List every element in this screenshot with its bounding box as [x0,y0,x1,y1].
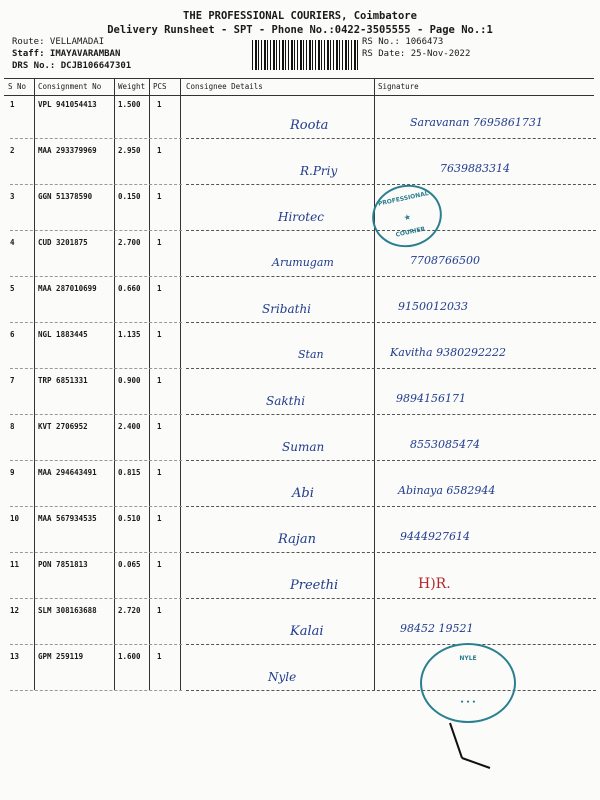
row-consignment: GPM 259119 [38,652,84,661]
row-weight: 2.950 [118,146,141,155]
row-separator [10,598,182,599]
consignee-name-handwritten: Rajan [278,532,316,547]
receiver-signature-handwritten: 8553085474 [410,438,480,451]
row-consignment: TRP 6851331 [38,376,88,385]
table-row [4,416,594,462]
row-separator [10,414,182,415]
receiver-signature-handwritten: 7708766500 [410,254,480,267]
row-sno: 3 [10,192,15,201]
col-sno: S No [8,82,27,91]
consignee-name-handwritten: Suman [282,440,325,454]
consignee-name-handwritten: Kalai [290,624,324,639]
row-pcs: 1 [157,284,162,293]
table-row [4,554,594,600]
row-sno: 12 [10,606,20,615]
row-consignment: NGL 1883445 [38,330,88,339]
row-pcs: 1 [157,606,162,615]
table-row [4,140,594,186]
receiver-signature-handwritten: 98452 19521 [400,622,474,635]
row-sno: 9 [10,468,15,477]
consignee-name-handwritten: Preethi [290,578,339,593]
consignee-name-handwritten: R.Priy [300,164,338,178]
row-separator [186,322,596,323]
col-weight: Weight [118,82,146,91]
row-weight: 1.500 [118,100,141,109]
row-pcs: 1 [157,100,162,109]
row-pcs: 1 [157,514,162,523]
drs-number: DRS No.: DCJB106647301 [12,61,132,71]
row-weight: 2.400 [118,422,141,431]
receiver-signature-handwritten: Kavitha 9380292222 [390,346,507,359]
runsheet-title: Delivery Runsheet - SPT - Phone No.:0422-3505555 - Page No.:1 [107,24,493,36]
row-weight: 0.660 [118,284,141,293]
row-separator [186,368,596,369]
col-consignee: Consignee Details [186,82,263,91]
barcode [252,40,360,70]
col-consignment: Consignment No [38,82,102,91]
row-weight: 0.510 [118,514,141,523]
row-consignment: MAA 294643491 [38,468,97,477]
receiver-stamp: NYLE • • • [420,643,516,723]
row-pcs: 1 [157,238,162,247]
receiver-signature-handwritten: Saravanan 7695861731 [410,116,543,129]
company-title: THE PROFESSIONAL COURIERS, Coimbatore [183,10,417,22]
row-separator [186,460,596,461]
consignee-name-handwritten: Hirotec [278,210,324,224]
row-separator [186,598,596,599]
consignee-name-handwritten: Arumugam [272,256,334,269]
row-sno: 5 [10,284,15,293]
signature-tick-mark [440,718,500,778]
row-consignment: CUD 3201875 [38,238,88,247]
receiver-signature-handwritten: 9150012033 [398,300,468,313]
row-sno: 13 [10,652,20,661]
row-separator [10,184,182,185]
row-sno: 2 [10,146,15,155]
table-row [4,600,594,646]
row-separator [186,506,596,507]
row-pcs: 1 [157,652,162,661]
receiver-signature-handwritten: H)R. [418,576,451,592]
row-separator [186,552,596,553]
row-pcs: 1 [157,560,162,569]
row-consignment: MAA 293379969 [38,146,97,155]
receiver-signature-handwritten: 7639883314 [440,162,510,175]
row-weight: 0.150 [118,192,141,201]
table-row [4,370,594,416]
row-pcs: 1 [157,422,162,431]
row-consignment: KVT 2706952 [38,422,88,431]
table-row [4,186,594,232]
col-pcs: PCS [153,82,167,91]
row-separator [10,552,182,553]
row-weight: 1.600 [118,652,141,661]
table-row [4,324,594,370]
table-row [4,278,594,324]
row-consignment: PON 7851813 [38,560,88,569]
row-separator [10,644,182,645]
row-sno: 10 [10,514,20,523]
row-separator [10,138,182,139]
staff-label: Staff: IMAYAVARAMBAN [12,49,121,59]
row-sno: 4 [10,238,15,247]
row-weight: 2.720 [118,606,141,615]
rs-number: RS No.: 1066473 [362,37,444,47]
row-weight: 1.135 [118,330,141,339]
row-pcs: 1 [157,146,162,155]
receiver-signature-handwritten: 9894156171 [396,392,466,405]
row-pcs: 1 [157,192,162,201]
table-row [4,462,594,508]
row-sno: 6 [10,330,15,339]
row-consignment: VPL 941054413 [38,100,97,109]
row-separator [186,138,596,139]
route-label: Route: VELLAMADAI [12,37,105,47]
row-sno: 11 [10,560,20,569]
row-sno: 8 [10,422,15,431]
row-separator [10,276,182,277]
table-row [4,508,594,554]
col-signature: Signature [378,82,419,91]
consignee-name-handwritten: Roota [290,118,329,133]
row-weight: 2.700 [118,238,141,247]
consignee-name-handwritten: Sribathi [262,302,312,316]
row-consignment: MAA 567934535 [38,514,97,523]
courier-stamp: PROFESSIONAL ★ COURIER [366,178,447,253]
row-separator [10,690,182,691]
row-separator [10,368,182,369]
row-pcs: 1 [157,468,162,477]
row-pcs: 1 [157,330,162,339]
row-separator [10,230,182,231]
row-separator [186,414,596,415]
row-separator [186,276,596,277]
table-row [4,232,594,278]
consignee-name-handwritten: Sakthi [266,394,306,408]
row-separator [186,690,596,691]
consignee-name-handwritten: Abi [292,486,314,501]
row-pcs: 1 [157,376,162,385]
row-consignment: MAA 287010699 [38,284,97,293]
row-separator [10,506,182,507]
rs-date: RS Date: 25-Nov-2022 [362,49,471,59]
row-separator [10,460,182,461]
row-sno: 7 [10,376,15,385]
row-sno: 1 [10,100,15,109]
row-weight: 0.815 [118,468,141,477]
receiver-signature-handwritten: Abinaya 6582944 [398,484,496,497]
row-consignment: SLM 308163688 [38,606,97,615]
consignee-name-handwritten: Nyle [268,670,297,684]
consignee-name-handwritten: Stan [298,348,324,361]
row-weight: 0.900 [118,376,141,385]
receiver-signature-handwritten: 9444927614 [400,530,470,543]
row-consignment: GGN 51378590 [38,192,93,201]
row-separator [186,184,596,185]
row-weight: 0.065 [118,560,141,569]
row-separator [186,644,596,645]
table-row [4,94,594,140]
row-separator [10,322,182,323]
